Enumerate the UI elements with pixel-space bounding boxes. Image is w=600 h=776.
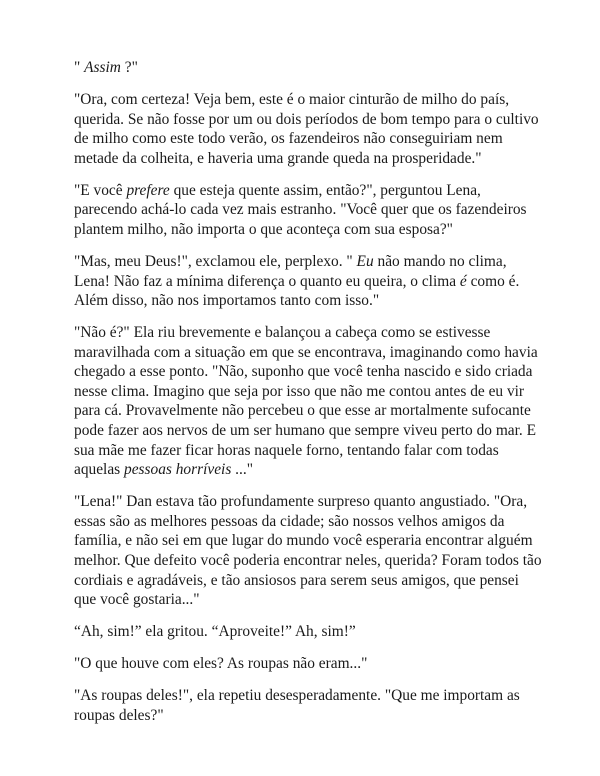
paragraph-8 xyxy=(74,654,544,674)
paragraph-2 xyxy=(74,90,544,168)
text-segment: "Não é?" Ela riu brevemente e balançou a cabeça como se estivesse maravilhada com a situação em que se encontrava, imaginando como havia chegado a esse ponto. "Não, suponho que você tenha nascido e sido criada nesse clima. Imagino que seja por isso que não me contou antes de eu vir para cá. Provavelmente não percebeu o que esse ar mortalmente sufocante pode fazer aos nervos de um ser humano que sempre viveu perto do mar. E sua mãe me fazer ficar horas naquele forno, tentando falar com todas aquelas xyxy=(74,324,538,479)
text-segment: não mando no clima, Lena! Não faz a mínima diferença o quanto eu queira, o clima xyxy=(74,252,507,290)
paragraph-5 xyxy=(74,323,544,480)
text-segment: " xyxy=(74,59,85,76)
text-segment: que esteja quente assim, então?", perguntou Lena, parecendo achá-lo cada vez mais estranho. "Você quer que os fazendeiros plantem milho, não importa o que aconteça com sua esposa?" xyxy=(74,181,527,238)
text-segment: “Ah, sim!” ela gritou. “Aproveite!” Ah, sim!” xyxy=(74,623,356,641)
paragraph-7 xyxy=(74,622,544,642)
text-segment: "Lena!" Dan estava tão profundamente surpreso quanto angustiado. "Ora, essas são as melhores pessoas da cidade; são nossos velhos amigos da família, e não sei em que lugar do mundo você esperaria encontrar alguém melhor. Que defeito você poderia encontrar neles, querida? Foram todos tão cordiais e agradáveis, e tão ansiosos para serem seus amigos, que pensei que você gostaria..." xyxy=(74,493,542,609)
text-segment-italic: prefere xyxy=(126,181,170,199)
text-segment-italic: é xyxy=(459,272,467,290)
text-segment: ?" xyxy=(120,59,138,76)
paragraph-4 xyxy=(74,252,544,311)
paragraph-3 xyxy=(74,181,544,240)
text-segment: "Ora, com certeza! Veja bem, este é o maior cinturão de milho do país, querida. Se não fosse por um ou dois períodos de bom tempo para o cultivo de milho como este todo verão, os fazendeiros não conseguiriam nem metade da colheita, e haveria uma grande queda na prosperidade." xyxy=(74,90,539,167)
text-segment-italic: Assim xyxy=(84,59,121,76)
text-segment-italic: pessoas horríveis xyxy=(124,461,232,479)
text-segment-italic: Eu xyxy=(356,252,374,270)
text-segment: "As roupas deles!", ela repetiu desesperadamente. "Que me importam as roupas deles?" xyxy=(74,687,520,724)
text-segment: ..." xyxy=(231,461,253,479)
text-segment: como é. Além disso, não nos importamos tanto com isso." xyxy=(74,272,520,310)
paragraph-6 xyxy=(74,492,544,610)
paragraph-1 xyxy=(74,58,544,78)
paragraph-9 xyxy=(74,686,544,725)
text-segment: "O que houve com eles? As roupas não eram..." xyxy=(74,655,368,673)
text-segment: "Mas, meu Deus!", exclamou ele, perplexo. " xyxy=(74,252,357,270)
document-page xyxy=(74,58,544,738)
text-segment: "E você xyxy=(74,181,127,199)
